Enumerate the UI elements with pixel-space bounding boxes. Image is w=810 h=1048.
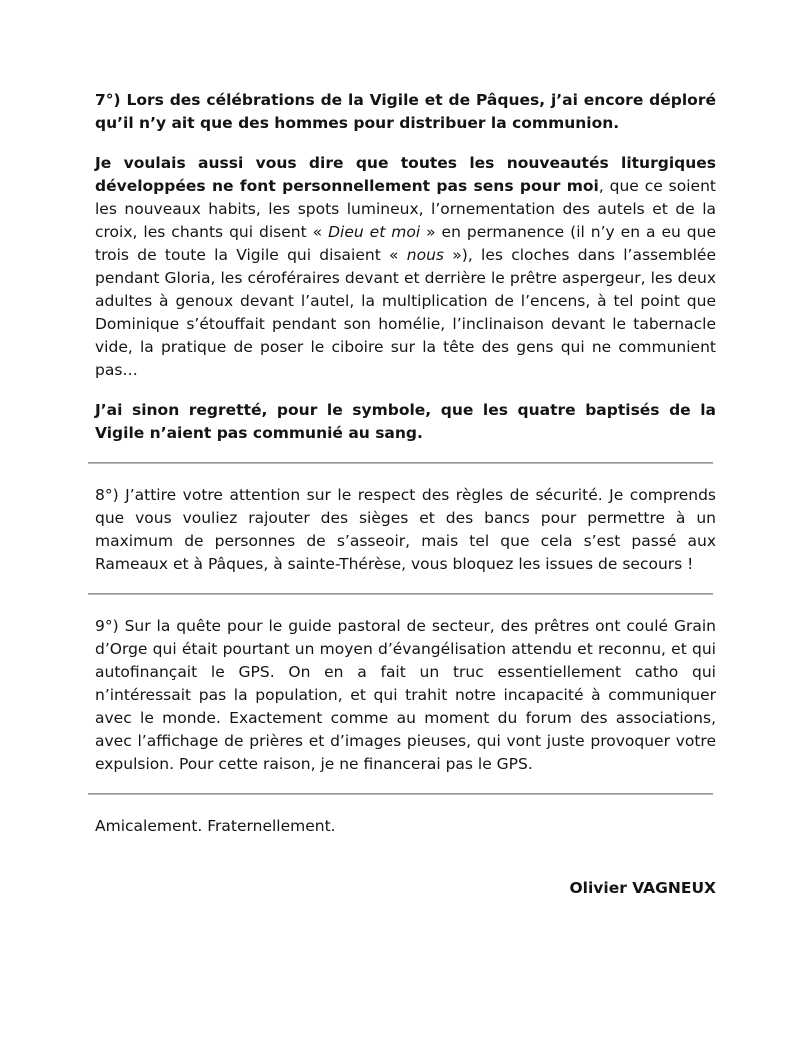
paragraph-liturgie (95, 152, 716, 382)
signature-author: Olivier VAGNEUX (569, 879, 716, 897)
liturgie-run-3: »), les cloches dans l’assemblée pendant Gloria, les céroféraires devant et derrière le prêtre aspergeur, les deux adultes à genoux devant l’autel, la multiplication de l’encens, à tel point que Dominique s’étouffait pendant son homélie, l’inclinaison devant le tabernacle vide, la pratique de poser le ciboire sur la tête des gens qui ne communient pas… (95, 246, 716, 379)
section-divider-1 (88, 462, 713, 464)
closing-line: Amicalement. Fraternellement. (95, 817, 336, 835)
liturgie-run-1: , que ce soient les nouveaux habits, les spots lumineux, l’ornementation des autels et de la croix, les chants qui disent « (95, 177, 716, 241)
paragraph-8-securite: 8°) J’attire votre attention sur le respect des règles de sécurité. Je comprends que vous vouliez rajouter des sièges et des bancs pour permettre à un maximum de personnes de s’asseoir, mais tel que cela s’est passé aux Rameaux et à Pâques, à sainte-Thérèse, vous bloquez les issues de secours ! (95, 486, 716, 573)
paragraph-regret-communion-sang: J’ai sinon regretté, pour le symbole, que les quatre baptisés de la Vigile n’aient pas communié au sang. (95, 401, 716, 442)
liturgie-run-2: » en permanence (il n’y en a eu que trois de toute la Vigile qui disaient « (95, 223, 716, 264)
liturgie-italic-quote-dieu-et-moi: Dieu et moi (328, 223, 421, 241)
liturgie-italic-quote-nous: nous (406, 246, 445, 264)
liturgie-bold-lead: Je voulais aussi vous dire que toutes les nouveautés liturgiques développées ne font personnellement pas sens pour moi (95, 154, 716, 195)
section-divider-3 (88, 793, 713, 795)
paragraph-7-communion: 7°) Lors des célébrations de la Vigile et de Pâques, j’ai encore déploré qu’il n’y ait que des hommes pour distribuer la communion. (95, 91, 716, 132)
section-divider-2 (88, 593, 713, 595)
paragraph-9-quete-gps: 9°) Sur la quête pour le guide pastoral de secteur, des prêtres ont coulé Grain d’Orge qui était pourtant un moyen d’évangélisation attendu et reconnu, et qui autofinançait le GPS. On en a fait un truc essentiellement catho qui n’intéressait pas la population, et qui trahit notre incapacité à communiquer avec le monde. Exactement comme au moment du forum des associations, avec l’affichage de prières et d’images pieuses, qui vont juste provoquer votre expulsion. Pour cette raison, je ne financerai pas le GPS. (95, 617, 716, 773)
